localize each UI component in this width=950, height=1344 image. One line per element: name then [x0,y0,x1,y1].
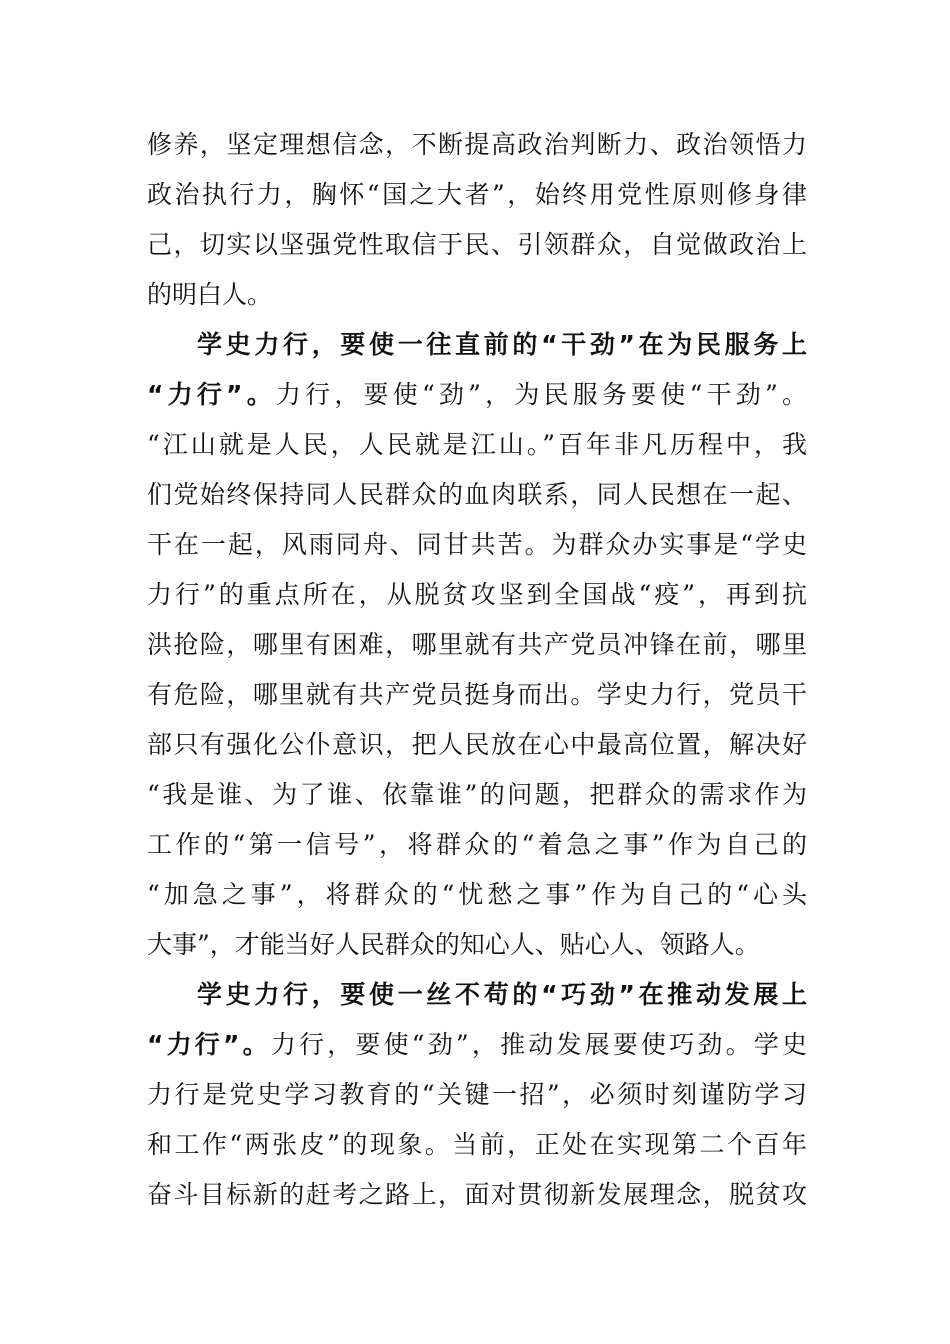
heading-emphasis: “力行”。 [147,1030,271,1059]
text-line: 洪抢险，哪里有困难，哪里就有共产党员冲锋在前，哪里 [147,630,807,659]
paragraph-heading: 学史力行，要使一丝不苟的“巧劲”在推动发展上 [197,980,807,1009]
text-line: “江山就是人民，人民就是江山。”百年非凡历程中，我 [147,430,807,459]
paragraph-3 [147,970,807,1220]
text-line: 的明白人。 [147,280,273,309]
text-line: 政治执行力，胸怀“国之大者”，始终用党性原则修身律 [147,180,807,209]
text-run: 力行，要使“劲”，推动发展要使巧劲。学史 [270,1030,807,1059]
text-line: “加急之事”，将群众的“忧愁之事”作为自己的“心头 [147,880,807,909]
text-line: 己，切实以坚强党性取信于民、引领群众，自觉做政治上 [147,230,807,259]
text-line: 有危险，哪里就有共产党员挺身而出。学史力行，党员干 [147,680,807,709]
text-line: 工作的“第一信号”，将群众的“着急之事”作为自己的 [147,830,807,859]
paragraph-2 [147,320,807,970]
text-line: 修养，坚定理想信念，不断提高政治判断力、政治领悟力 [147,130,807,159]
text-line: 力行是党史学习教育的“关键一招”，必须时刻谨防学习 [147,1080,807,1109]
text-line [147,1020,807,1070]
text-line: 大事”，才能当好人民群众的知心人、贴心人、领路人。 [147,930,760,959]
text-line: 力行”的重点所在，从脱贫攻坚到全国战“疫”，再到抗 [147,580,807,609]
paragraph-heading: 学史力行，要使一往直前的“干劲”在为民服务上 [197,330,807,359]
text-line [147,370,807,420]
text-line: 干在一起，风雨同舟、同甘共苦。为群众办实事是“学史 [147,530,807,559]
text-run: 力行，要使“劲”，为民服务要使“干劲”。 [275,380,807,409]
text-line: 奋斗目标新的赶考之路上，面对贯彻新发展理念，脱贫攻 [147,1180,807,1209]
text-line: “我是谁、为了谁、依靠谁”的问题，把群众的需求作为 [147,780,807,809]
text-line: 和工作“两张皮”的现象。当前，正处在实现第二个百年 [147,1130,807,1159]
text-line: 们党始终保持同人民群众的血肉联系，同人民想在一起、 [147,480,807,509]
paragraph-1 [147,120,807,320]
heading-emphasis: “力行”。 [147,380,276,409]
document-body [147,120,807,1220]
text-line: 部只有强化公仆意识，把人民放在心中最高位置，解决好 [147,730,807,759]
